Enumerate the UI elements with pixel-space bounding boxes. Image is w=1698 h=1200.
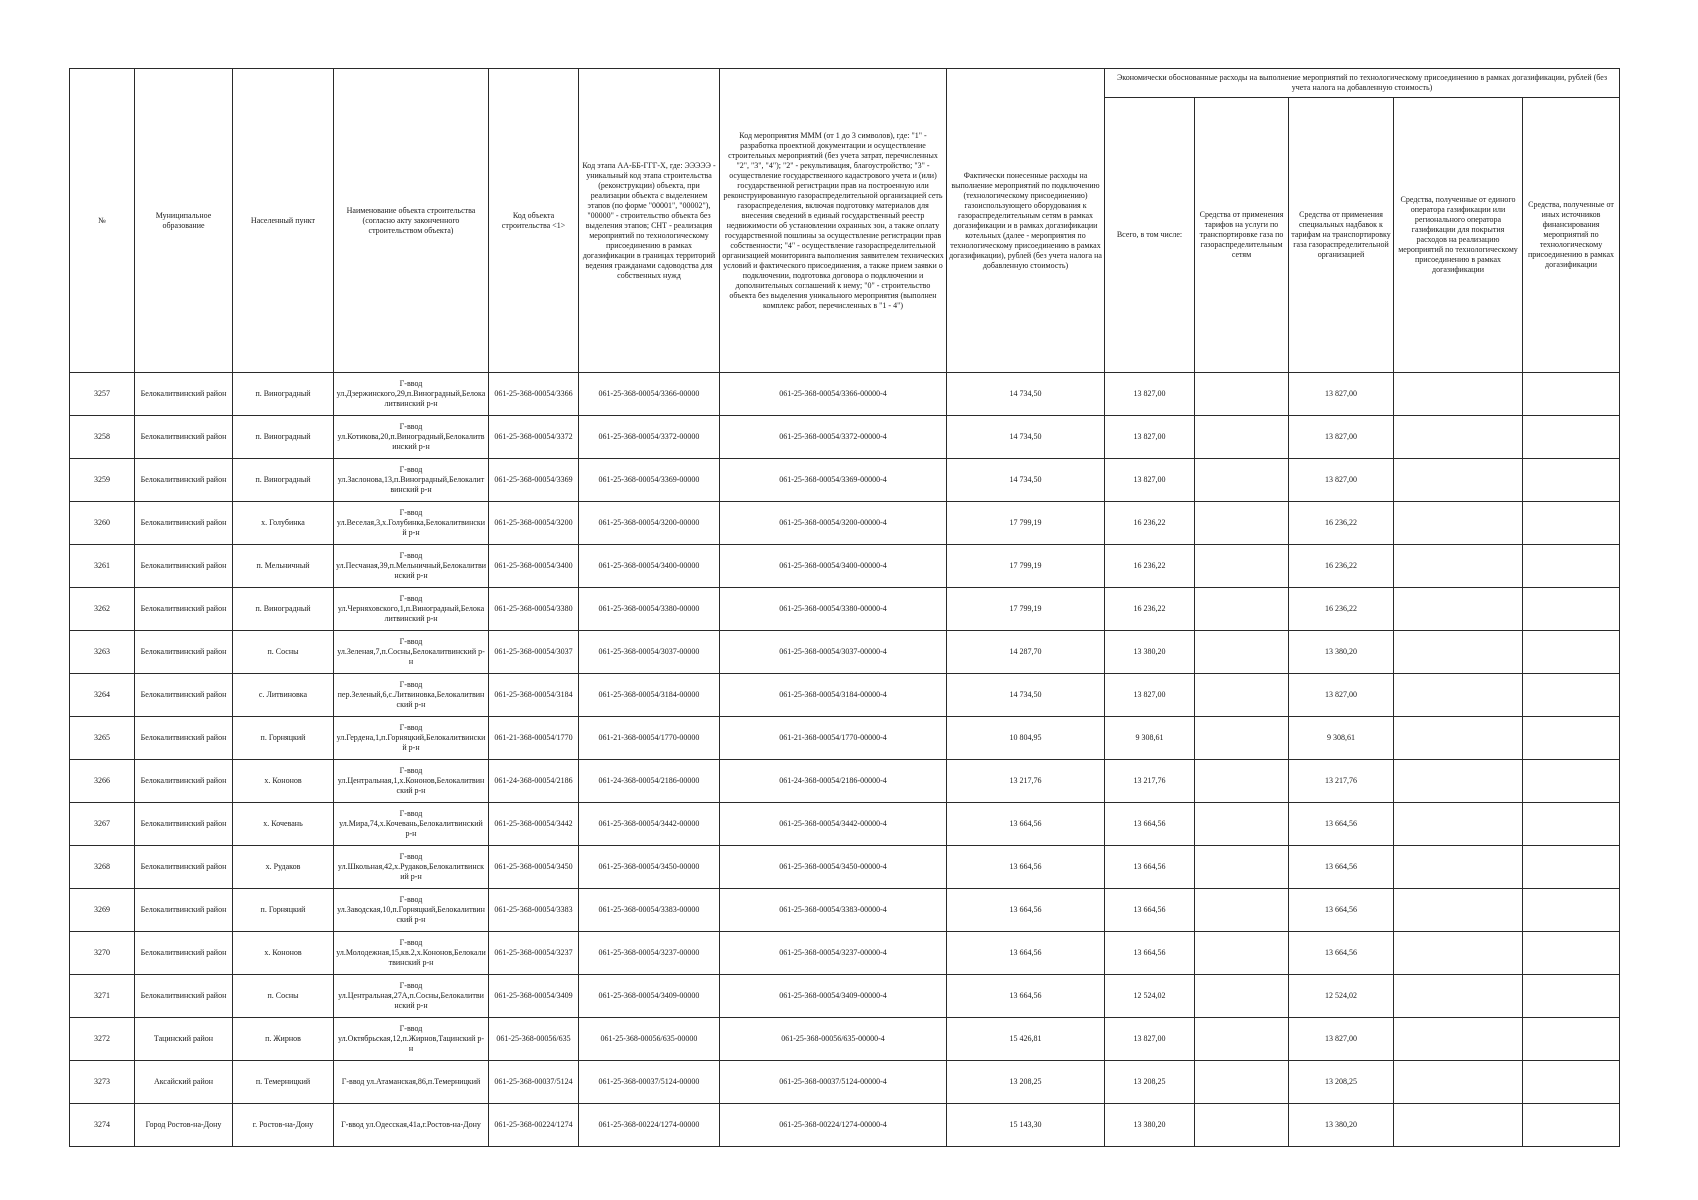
cell-stage-code: 061-25-368-00054/3380-00000: [579, 588, 720, 631]
cell-row-number: 3271: [70, 975, 135, 1018]
cell-total: 16 236,22: [1105, 502, 1195, 545]
header-settlement: Населенный пункт: [233, 69, 334, 373]
cell-municipality: Белокалитвинский район: [135, 373, 233, 416]
table-row: [70, 1104, 1620, 1147]
cell-event-code: 061-25-368-00054/3184-00000-4: [720, 674, 947, 717]
cell-settlement: п. Жирнов: [233, 1018, 334, 1061]
cell-municipality: Тацинский район: [135, 1018, 233, 1061]
cell-object-name: Г-ввод ул.Заводская,10,п.Горняцкий,Белокалитвинский р-н: [334, 889, 489, 932]
cell-total: 13 827,00: [1105, 416, 1195, 459]
cell-other-sources: [1523, 545, 1620, 588]
cell-settlement: п. Виноградный: [233, 373, 334, 416]
cell-stage-code: 061-25-368-00054/3237-00000: [579, 932, 720, 975]
header-other-sources: Средства, полученные от иных источников финансирования мероприятий по технологическому присоединению в рамках догазификации: [1523, 98, 1620, 373]
cell-other-sources: [1523, 1018, 1620, 1061]
table-row: [70, 631, 1620, 674]
cell-transport-tariff: [1195, 889, 1289, 932]
cell-special-markups: 13 664,56: [1289, 889, 1394, 932]
cell-object-name: Г-ввод ул.Котикова,20,п.Виноградный,Белокалитвинский р-н: [334, 416, 489, 459]
cell-municipality: Белокалитвинский район: [135, 674, 233, 717]
cell-operator-funds: [1394, 1104, 1523, 1147]
cell-row-number: 3272: [70, 1018, 135, 1061]
cell-other-sources: [1523, 588, 1620, 631]
table-row: [70, 889, 1620, 932]
cell-operator-funds: [1394, 846, 1523, 889]
cell-stage-code: 061-25-368-00054/3037-00000: [579, 631, 720, 674]
cell-municipality: Белокалитвинский район: [135, 760, 233, 803]
header-total: Всего, в том числе:: [1105, 98, 1195, 373]
header-transport-tariff: Средства от применения тарифов на услуги по транспортировке газа по газораспределительным сетям: [1195, 98, 1289, 373]
cell-settlement: п. Горняцкий: [233, 717, 334, 760]
cell-event-code: 061-25-368-00054/3380-00000-4: [720, 588, 947, 631]
cell-stage-code: 061-25-368-00054/3442-00000: [579, 803, 720, 846]
cell-actual-costs: 13 217,76: [947, 760, 1105, 803]
cell-transport-tariff: [1195, 975, 1289, 1018]
table-row: [70, 975, 1620, 1018]
cell-operator-funds: [1394, 1061, 1523, 1104]
cell-settlement: х. Кононов: [233, 760, 334, 803]
cell-actual-costs: 15 143,30: [947, 1104, 1105, 1147]
cell-municipality: Белокалитвинский район: [135, 416, 233, 459]
cell-object-name: Г-ввод пер.Зеленый,6,с.Литвиновка,Белокалитвинский р-н: [334, 674, 489, 717]
cell-operator-funds: [1394, 545, 1523, 588]
cell-event-code: 061-25-368-00054/3200-00000-4: [720, 502, 947, 545]
cell-object-name: Г-ввод ул.Мира,74,х.Кочевань,Белокалитвинский р-н: [334, 803, 489, 846]
cell-object-name: Г-ввод ул.Октябрьская,12,п.Жирнов,Тацинский р-н: [334, 1018, 489, 1061]
cell-municipality: Город Ростов-на-Дону: [135, 1104, 233, 1147]
table-row: [70, 674, 1620, 717]
cell-transport-tariff: [1195, 373, 1289, 416]
table-body: [70, 373, 1620, 1147]
cell-settlement: п. Сосны: [233, 975, 334, 1018]
cell-other-sources: [1523, 459, 1620, 502]
cell-settlement: х. Кононов: [233, 932, 334, 975]
cell-transport-tariff: [1195, 631, 1289, 674]
cell-special-markups: 13 664,56: [1289, 846, 1394, 889]
cell-object-code: 061-25-368-00054/3380: [489, 588, 579, 631]
cell-special-markups: 13 217,76: [1289, 760, 1394, 803]
cell-event-code: 061-25-368-00056/635-00000-4: [720, 1018, 947, 1061]
cell-settlement: п. Виноградный: [233, 459, 334, 502]
cell-settlement: х. Кочевань: [233, 803, 334, 846]
cell-total: 13 664,56: [1105, 803, 1195, 846]
cell-object-code: 061-25-368-00054/3366: [489, 373, 579, 416]
cell-operator-funds: [1394, 459, 1523, 502]
cell-object-code: 061-25-368-00054/3369: [489, 459, 579, 502]
cell-operator-funds: [1394, 975, 1523, 1018]
cell-transport-tariff: [1195, 760, 1289, 803]
cell-operator-funds: [1394, 631, 1523, 674]
cell-event-code: 061-25-368-00054/3037-00000-4: [720, 631, 947, 674]
cell-operator-funds: [1394, 889, 1523, 932]
cell-actual-costs: 10 804,95: [947, 717, 1105, 760]
cell-municipality: Белокалитвинский район: [135, 803, 233, 846]
cell-total: 13 208,25: [1105, 1061, 1195, 1104]
cell-actual-costs: 13 208,25: [947, 1061, 1105, 1104]
cell-row-number: 3257: [70, 373, 135, 416]
cell-operator-funds: [1394, 760, 1523, 803]
cell-actual-costs: 14 734,50: [947, 674, 1105, 717]
cell-object-code: 061-25-368-00054/3372: [489, 416, 579, 459]
cell-row-number: 3263: [70, 631, 135, 674]
cell-stage-code: 061-25-368-00054/3200-00000: [579, 502, 720, 545]
cell-total: 13 664,56: [1105, 932, 1195, 975]
table-row: [70, 846, 1620, 889]
cell-row-number: 3265: [70, 717, 135, 760]
cell-other-sources: [1523, 889, 1620, 932]
cell-total: 16 236,22: [1105, 588, 1195, 631]
header-stage-code: Код этапа АА-ББ-ГГГ-Х, где: ЭЭЭЭЭ - уникальный код этапа строительства (реконструкции) объекта, при реализации объекта с выделением этапов (по форме "00001", "00002"), "00000" - строительство объекта без выделения этапов; СНТ - реализация мероприятий по технологическому присоединению в рамках догазификации в границах территорий ведения гражданами садоводства для собственных нужд: [579, 69, 720, 373]
cell-special-markups: 16 236,22: [1289, 545, 1394, 588]
cell-special-markups: 13 664,56: [1289, 803, 1394, 846]
cell-special-markups: 13 380,20: [1289, 631, 1394, 674]
cell-actual-costs: 14 734,50: [947, 459, 1105, 502]
cell-event-code: 061-25-368-00054/3409-00000-4: [720, 975, 947, 1018]
cell-object-code: 061-25-368-00054/3400: [489, 545, 579, 588]
cell-operator-funds: [1394, 674, 1523, 717]
cell-stage-code: 061-25-368-00054/3400-00000: [579, 545, 720, 588]
table-row: [70, 545, 1620, 588]
header-operator-funds: Средства, полученные от единого оператора газификации или регионального оператора газификации для покрытия расходов на реализацию мероприятий по технологическому присоединению в рамках догазификации: [1394, 98, 1523, 373]
cell-object-name: Г-ввод ул.Центральная,1,х.Кононов,Белокалитвинский р-н: [334, 760, 489, 803]
cell-row-number: 3262: [70, 588, 135, 631]
cell-stage-code: 061-21-368-00054/1770-00000: [579, 717, 720, 760]
cell-stage-code: 061-25-368-00054/3383-00000: [579, 889, 720, 932]
cell-stage-code: 061-25-368-00037/5124-00000: [579, 1061, 720, 1104]
cell-transport-tariff: [1195, 1018, 1289, 1061]
cell-object-code: 061-24-368-00054/2186: [489, 760, 579, 803]
cell-object-name: Г-ввод ул.Школьная,42,х.Рудаков,Белокалитвинский р-н: [334, 846, 489, 889]
cell-event-code: 061-25-368-00054/3366-00000-4: [720, 373, 947, 416]
cell-special-markups: 9 308,61: [1289, 717, 1394, 760]
cell-settlement: х. Голубинка: [233, 502, 334, 545]
cell-transport-tariff: [1195, 846, 1289, 889]
cell-operator-funds: [1394, 932, 1523, 975]
cell-other-sources: [1523, 760, 1620, 803]
header-municipality: Муниципальное образование: [135, 69, 233, 373]
table-row: [70, 502, 1620, 545]
cell-actual-costs: 14 734,50: [947, 373, 1105, 416]
cell-settlement: п. Мельничный: [233, 545, 334, 588]
cell-special-markups: 13 380,20: [1289, 1104, 1394, 1147]
cell-event-code: 061-25-368-00054/3442-00000-4: [720, 803, 947, 846]
header-special-markups: Средства от применения специальных надбавок к тарифам на транспортировку газа газораспределительной организацией: [1289, 98, 1394, 373]
header-num: №: [70, 69, 135, 373]
cell-municipality: Белокалитвинский район: [135, 717, 233, 760]
cell-transport-tariff: [1195, 717, 1289, 760]
costs-table: [69, 68, 1620, 1147]
cell-object-code: 061-25-368-00056/635: [489, 1018, 579, 1061]
cell-settlement: п. Сосны: [233, 631, 334, 674]
cell-settlement: х. Рудаков: [233, 846, 334, 889]
cell-other-sources: [1523, 1104, 1620, 1147]
cell-row-number: 3268: [70, 846, 135, 889]
cell-event-code: 061-25-368-00037/5124-00000-4: [720, 1061, 947, 1104]
cell-transport-tariff: [1195, 1104, 1289, 1147]
cell-actual-costs: 13 664,56: [947, 932, 1105, 975]
cell-total: 16 236,22: [1105, 545, 1195, 588]
cell-settlement: с. Литвиновка: [233, 674, 334, 717]
cell-event-code: 061-25-368-00054/3372-00000-4: [720, 416, 947, 459]
cell-operator-funds: [1394, 502, 1523, 545]
cell-stage-code: 061-25-368-00054/3366-00000: [579, 373, 720, 416]
cell-settlement: п. Виноградный: [233, 588, 334, 631]
cell-object-name: Г-ввод ул.Песчаная,39,п.Мельничный,Белокалитвинский р-н: [334, 545, 489, 588]
cell-object-code: 061-25-368-00037/5124: [489, 1061, 579, 1104]
table-row: [70, 717, 1620, 760]
cell-event-code: 061-25-368-00224/1274-00000-4: [720, 1104, 947, 1147]
cell-actual-costs: 17 799,19: [947, 545, 1105, 588]
cell-operator-funds: [1394, 416, 1523, 459]
cell-event-code: 061-21-368-00054/1770-00000-4: [720, 717, 947, 760]
cell-settlement: п. Горняцкий: [233, 889, 334, 932]
cell-object-name: Г-ввод ул.Дзержинского,29,п.Виноградный,Белокалитвинский р-н: [334, 373, 489, 416]
cell-event-code: 061-25-368-00054/3383-00000-4: [720, 889, 947, 932]
cell-total: 13 827,00: [1105, 373, 1195, 416]
table-row: [70, 760, 1620, 803]
cell-actual-costs: 17 799,19: [947, 588, 1105, 631]
cell-stage-code: 061-25-368-00054/3369-00000: [579, 459, 720, 502]
cell-object-code: 061-25-368-00224/1274: [489, 1104, 579, 1147]
cell-object-name: Г-ввод ул.Атаманская,86,п.Темерницкий: [334, 1061, 489, 1104]
cell-actual-costs: 13 664,56: [947, 803, 1105, 846]
cell-actual-costs: 14 287,70: [947, 631, 1105, 674]
cell-stage-code: 061-24-368-00054/2186-00000: [579, 760, 720, 803]
cell-transport-tariff: [1195, 674, 1289, 717]
cell-total: 13 827,00: [1105, 1018, 1195, 1061]
cell-row-number: 3260: [70, 502, 135, 545]
cell-object-code: 061-25-368-00054/3200: [489, 502, 579, 545]
cell-other-sources: [1523, 502, 1620, 545]
cell-other-sources: [1523, 674, 1620, 717]
cell-object-code: 061-25-368-00054/3184: [489, 674, 579, 717]
cell-actual-costs: 17 799,19: [947, 502, 1105, 545]
cell-municipality: Белокалитвинский район: [135, 631, 233, 674]
cell-other-sources: [1523, 416, 1620, 459]
cell-settlement: п. Виноградный: [233, 416, 334, 459]
cell-stage-code: 061-25-368-00054/3184-00000: [579, 674, 720, 717]
table-row: [70, 416, 1620, 459]
header-event-code: Код мероприятия МММ (от 1 до 3 символов), где: "1" - разработка проектной документации и осуществление строительных мероприятий (без учета затрат, перечисленных "2", "3", "4"); "2" - рекультивация, благоустройство; "3" - осуществление государственного кадастрового учета и (или) государственной регистрации прав на построенную или реконструированную газораспределительной организацией сеть газораспределения, включая подготовку материалов для внесения сведений в единый государственный реестр недвижимости об установлении охранных зон, а также оплату государственной пошлины за осуществление регистрации прав собственности; "4" - осуществление газораспределительной организацией мониторинга выполнения заявителем технических условий и фактического присоединения, а также прием заявки о подключении, подготовка договора о подключении и дополнительных соглашений к нему; "0" - строительство объекта без выделения уникального мероприятия (выполнен комплекс работ, перечисленных в "1 - 4"): [720, 69, 947, 373]
table-row: [70, 932, 1620, 975]
cell-other-sources: [1523, 975, 1620, 1018]
cell-stage-code: 061-25-368-00224/1274-00000: [579, 1104, 720, 1147]
cell-special-markups: 16 236,22: [1289, 502, 1394, 545]
cell-object-code: 061-25-368-00054/3383: [489, 889, 579, 932]
cell-special-markups: 13 827,00: [1289, 674, 1394, 717]
table-row: [70, 588, 1620, 631]
cell-row-number: 3273: [70, 1061, 135, 1104]
table-row: [70, 1018, 1620, 1061]
cell-stage-code: 061-25-368-00054/3409-00000: [579, 975, 720, 1018]
cell-event-code: 061-25-368-00054/3369-00000-4: [720, 459, 947, 502]
cell-total: 13 664,56: [1105, 846, 1195, 889]
cell-object-name: Г-ввод ул.Веселая,3,х.Голубинка,Белокалитвинский р-н: [334, 502, 489, 545]
cell-row-number: 3267: [70, 803, 135, 846]
cell-row-number: 3258: [70, 416, 135, 459]
cell-event-code: 061-25-368-00054/3400-00000-4: [720, 545, 947, 588]
cell-other-sources: [1523, 803, 1620, 846]
cell-transport-tariff: [1195, 545, 1289, 588]
cell-row-number: 3270: [70, 932, 135, 975]
cell-total: 9 308,61: [1105, 717, 1195, 760]
cell-total: 13 380,20: [1105, 1104, 1195, 1147]
cell-operator-funds: [1394, 803, 1523, 846]
cell-stage-code: 061-25-368-00056/635-00000: [579, 1018, 720, 1061]
table-row: [70, 1061, 1620, 1104]
cell-object-name: Г-ввод ул.Черняховского,1,п.Виноградный,Белокалитвинский р-н: [334, 588, 489, 631]
cell-special-markups: 13 827,00: [1289, 459, 1394, 502]
cell-total: 13 380,20: [1105, 631, 1195, 674]
cell-object-code: 061-25-368-00054/3409: [489, 975, 579, 1018]
cell-total: 13 217,76: [1105, 760, 1195, 803]
cell-operator-funds: [1394, 588, 1523, 631]
cell-object-code: 061-25-368-00054/3237: [489, 932, 579, 975]
cell-stage-code: 061-25-368-00054/3450-00000: [579, 846, 720, 889]
cell-operator-funds: [1394, 717, 1523, 760]
cell-object-name: Г-ввод ул.Одесская,41а,г.Ростов-на-Дону: [334, 1104, 489, 1147]
cell-object-code: 061-25-368-00054/3442: [489, 803, 579, 846]
cell-object-name: Г-ввод ул.Заслонова,13,п.Виноградный,Белокалитвинский р-н: [334, 459, 489, 502]
cell-special-markups: 13 827,00: [1289, 373, 1394, 416]
cell-transport-tariff: [1195, 502, 1289, 545]
cell-row-number: 3269: [70, 889, 135, 932]
table-header: [70, 69, 1620, 373]
cell-other-sources: [1523, 846, 1620, 889]
table-row: [70, 459, 1620, 502]
cell-special-markups: 16 236,22: [1289, 588, 1394, 631]
cell-transport-tariff: [1195, 459, 1289, 502]
cell-row-number: 3259: [70, 459, 135, 502]
cell-event-code: 061-25-368-00054/3450-00000-4: [720, 846, 947, 889]
header-group-costs: Экономически обоснованные расходы на выполнение мероприятий по технологическому присоединению в рамках догазификации, рублей (без учета налога на добавленную стоимость): [1105, 69, 1620, 98]
cell-special-markups: 13 827,00: [1289, 1018, 1394, 1061]
cell-other-sources: [1523, 373, 1620, 416]
cell-event-code: 061-24-368-00054/2186-00000-4: [720, 760, 947, 803]
cell-municipality: Белокалитвинский район: [135, 932, 233, 975]
cell-municipality: Белокалитвинский район: [135, 459, 233, 502]
cell-object-code: 061-25-368-00054/3450: [489, 846, 579, 889]
cell-other-sources: [1523, 1061, 1620, 1104]
cell-total: 12 524,02: [1105, 975, 1195, 1018]
cell-object-code: 061-25-368-00054/3037: [489, 631, 579, 674]
cell-row-number: 3274: [70, 1104, 135, 1147]
cell-special-markups: 13 664,56: [1289, 932, 1394, 975]
header-actual-costs: Фактически понесенные расходы на выполнение мероприятий по подключению (технологическому присоединению) газоиспользующего оборудования к газораспределительным сетям в рамках догазификации и в рамках догазификации котельных (далее - мероприятия по технологическому присоединению в рамках догазификации), рублей (без учета налога на добавленную стоимость): [947, 69, 1105, 373]
cell-transport-tariff: [1195, 1061, 1289, 1104]
cell-municipality: Белокалитвинский район: [135, 502, 233, 545]
cell-event-code: 061-25-368-00054/3237-00000-4: [720, 932, 947, 975]
cell-municipality: Белокалитвинский район: [135, 889, 233, 932]
header-object-code: Код объекта строительства <1>: [489, 69, 579, 373]
cell-transport-tariff: [1195, 932, 1289, 975]
cell-operator-funds: [1394, 373, 1523, 416]
cell-other-sources: [1523, 717, 1620, 760]
cell-special-markups: 12 524,02: [1289, 975, 1394, 1018]
cell-total: 13 827,00: [1105, 674, 1195, 717]
cell-row-number: 3266: [70, 760, 135, 803]
cell-municipality: Аксайский район: [135, 1061, 233, 1104]
cell-municipality: Белокалитвинский район: [135, 846, 233, 889]
cell-total: 13 664,56: [1105, 889, 1195, 932]
cell-other-sources: [1523, 932, 1620, 975]
cell-other-sources: [1523, 631, 1620, 674]
cell-municipality: Белокалитвинский район: [135, 975, 233, 1018]
cell-transport-tariff: [1195, 416, 1289, 459]
cell-stage-code: 061-25-368-00054/3372-00000: [579, 416, 720, 459]
cell-row-number: 3261: [70, 545, 135, 588]
cell-actual-costs: 15 426,81: [947, 1018, 1105, 1061]
cell-object-name: Г-ввод ул.Центральная,27А,п.Сосны,Белокалитвинский р-н: [334, 975, 489, 1018]
cell-object-code: 061-21-368-00054/1770: [489, 717, 579, 760]
cell-total: 13 827,00: [1105, 459, 1195, 502]
table-row: [70, 373, 1620, 416]
table-row: [70, 803, 1620, 846]
cell-transport-tariff: [1195, 803, 1289, 846]
cell-settlement: п. Темерницкий: [233, 1061, 334, 1104]
cell-actual-costs: 13 664,56: [947, 889, 1105, 932]
cell-actual-costs: 13 664,56: [947, 846, 1105, 889]
cell-object-name: Г-ввод ул.Молодежная,15,кв.2,х.Кононов,Белокалитвинский р-н: [334, 932, 489, 975]
cell-municipality: Белокалитвинский район: [135, 588, 233, 631]
cell-special-markups: 13 208,25: [1289, 1061, 1394, 1104]
cell-operator-funds: [1394, 1018, 1523, 1061]
cell-transport-tariff: [1195, 588, 1289, 631]
cell-settlement: г. Ростов-на-Дону: [233, 1104, 334, 1147]
cell-actual-costs: 13 664,56: [947, 975, 1105, 1018]
cell-special-markups: 13 827,00: [1289, 416, 1394, 459]
cell-actual-costs: 14 734,50: [947, 416, 1105, 459]
cell-object-name: Г-ввод ул.Гердена,1,п.Горняцкий,Белокалитвинский р-н: [334, 717, 489, 760]
header-object-name: Наименование объекта строительства (согласно акту законченного строительством объекта): [334, 69, 489, 373]
cell-municipality: Белокалитвинский район: [135, 545, 233, 588]
cell-row-number: 3264: [70, 674, 135, 717]
cell-object-name: Г-ввод ул.Зеленая,7,п.Сосны,Белокалитвинский р-н: [334, 631, 489, 674]
